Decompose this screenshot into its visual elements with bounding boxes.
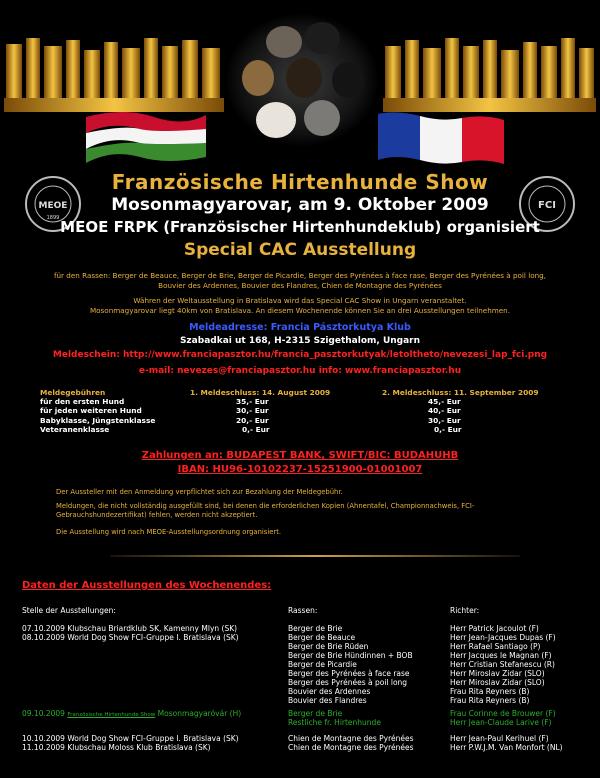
breeds-line: Bouvier des Ardennes, Bouvier des Flandres, Chien de Montagne des Pyrénées <box>158 281 442 290</box>
breed-cell: Bouvier des Flandres <box>288 696 367 705</box>
judge-cell: Herr Jean-Jacques Dupas (F) <box>450 633 556 642</box>
fees-cell: 30,- Eur <box>428 415 461 425</box>
breed-cell: Berger de Brie Hündinnen + BOB <box>288 651 413 660</box>
judge-cell: Herr Jean-Paul Kerihuel (F) <box>450 734 549 743</box>
judge-cell: Herr Jacques le Magnan (F) <box>450 651 552 660</box>
note-payment-obligation: Der Aussteller mit den Anmeldung verpflichtet sich zur Bezahlung der Meldegebühr. <box>56 488 343 496</box>
fees-cell: 35,- Eur <box>236 397 269 407</box>
judge-cell: Herr Miroslav Zidar (SLO) <box>450 669 545 678</box>
judge-cell: Herr Miroslav Zidar (SLO) <box>450 678 545 687</box>
meoe-logo-text: MEOE <box>38 201 68 211</box>
show-location-date: Mosonmagyarovar, am 9. Oktober 2009 <box>111 195 489 215</box>
judge-cell: Herr Rafael Santiago (P) <box>450 642 541 651</box>
highlight-show-link[interactable]: Französische Hirtenhunde Show <box>67 712 156 718</box>
fees-cell: 30,- Eur <box>236 406 269 416</box>
breeds-line: für den Rassen: Berger de Beauce, Berger de Brie, Berger de Picardie, Berger des Pyrénées à face rase, Berger des Pyrénées à poil long, <box>53 271 547 280</box>
registration-street: Szabadkai ut 168, H-2315 Szigethalom, Ungarn <box>179 336 421 346</box>
judge-cell: Herr Cristian Stefanescu (R) <box>450 660 555 669</box>
fees-cell: 20,- Eur <box>236 415 269 425</box>
france-flag-image <box>376 110 506 166</box>
fees-cell: für jeden weiteren Hund <box>40 406 142 416</box>
dogs-collage-image <box>224 12 380 148</box>
fees-row <box>40 397 570 406</box>
note-incomplete-entries: Meldungen, die nicht vollständig ausgefüllt sind, bei denen die erforderlichen Kopien (Ahnentafel, Championnachweis, FCI-Gebrauchshundezertifikat) fehlen, werden nicht akzeptiert. <box>56 502 475 519</box>
judge-cell: Frau Corinne de Brouwer (F) <box>450 709 556 718</box>
payment-bank-line: Zahlungen an: BUDAPEST BANK, SWIFT/BIC: BUDAHUHB <box>141 450 459 461</box>
breed-cell: Berger de Beauce <box>288 633 356 642</box>
breed-cell: Restliche fr. Hirtenhunde <box>288 718 381 727</box>
trophies-right-image <box>383 34 596 112</box>
column-header-breeds: Rassen: <box>288 606 318 615</box>
column-header-venue: Stelle der Ausstellungen: <box>22 606 116 615</box>
breed-cell: Berger de Brie <box>288 709 343 718</box>
fees-header-cell: 2. Meldeschluss: 11. September 2009 <box>382 388 539 397</box>
judge-cell: Frau Rita Reyners (B) <box>450 687 530 696</box>
fees-row <box>40 406 570 415</box>
contact-link[interactable]: e-mail: nevezes@franciapasztor.hu info: www.franciapasztor.hu <box>138 366 462 376</box>
organizer-line: MEOE FRPK (Französischer Hirtenhundeklub) organisiert <box>60 218 540 236</box>
venue-cell: 10.10.2009 World Dog Show FCI-Gruppe I. Bratislava (SK) <box>22 734 239 743</box>
fees-header-cell: Meldegebühren <box>40 388 106 397</box>
breeds-text <box>0 271 600 291</box>
fees-header-cell: 1. Meldeschluss: 14. August 2009 <box>190 388 331 397</box>
table-row-highlight <box>0 718 600 728</box>
info-text <box>0 296 600 316</box>
judge-cell: Herr Patrick Jacoulot (F) <box>450 624 539 633</box>
info-line: Mosonmagyarovar liegt 40km von Bratislava. An diesem Wochenende können Sie an drei Ausstellungen teilnehmen. <box>89 306 511 315</box>
payment-iban-line: IBAN: HU96-10102237-15251900-01001007 <box>177 464 423 475</box>
breed-cell: Chien de Montagne des Pyrénées <box>288 734 414 743</box>
fees-cell: 40,- Eur <box>428 406 461 416</box>
info-line: Währen der Weltausstellung in Bratislava wird das Special CAC Show in Ungarn veranstaltet. <box>133 296 467 305</box>
trophies-left-image <box>4 34 224 112</box>
fees-row <box>40 425 570 434</box>
venue-cell: 07.10.2009 Klubschau Briardklub SK, Kamenny Mlyn (SK) <box>22 624 238 633</box>
dates-heading: Daten der Ausstellungen des Wochenendes: <box>22 580 272 591</box>
breed-cell: Chien de Montagne des Pyrénées <box>288 743 414 752</box>
table-row <box>0 696 600 706</box>
divider <box>110 555 520 557</box>
note-regulations: Die Ausstellung wird nach MEOE-Ausstellungsordnung organisiert. <box>56 528 282 536</box>
breed-cell: Berger de Picardie <box>288 660 357 669</box>
show-type: Special CAC Ausstellung <box>183 240 417 260</box>
fees-table <box>40 388 570 434</box>
highlight-date: 09.10.2009 <box>22 709 65 718</box>
fees-cell: 45,- Eur <box>428 397 461 407</box>
fees-cell: 0,- Eur <box>242 424 270 434</box>
judge-cell: Herr Jean-Claude Larive (F) <box>450 718 552 727</box>
fees-cell: Veteranenklasse <box>40 424 110 434</box>
table-row <box>0 743 600 753</box>
fees-cell: 0,- Eur <box>434 424 462 434</box>
meoe-logo-year: 1899 <box>46 215 60 221</box>
registration-form-link[interactable]: Meldeschein: http://www.franciapasztor.hu/francia_pasztorkutyak/letoltheto/nevezesi_lap_fci.png <box>52 350 548 360</box>
breed-cell: Berger des Pyrénées à poil long <box>288 678 408 687</box>
fees-cell: Babyklasse, Jüngstenklasse <box>40 415 156 425</box>
breed-cell: Berger des Pyrénées à face rase <box>288 669 410 678</box>
venue-cell: 08.10.2009 World Dog Show FCI-Gruppe I. Bratislava (SK) <box>22 633 239 642</box>
registration-address-link[interactable]: Meldeadresse: Francia Pásztorkutya Klub <box>189 322 411 333</box>
breed-cell: Bouvier des Ardennes <box>288 687 371 696</box>
judge-cell: Herr P.W.J.M. Van Monfort (NL) <box>450 743 563 752</box>
hungary-flag-image <box>84 107 208 163</box>
venue-cell: 11.10.2009 Klubschau Moloss Klub Bratislava (SK) <box>22 743 211 752</box>
breed-cell: Berger de Brie Rüden <box>288 642 369 651</box>
fees-header-row <box>40 388 570 397</box>
highlight-place: Mosonmagyaróvár (H) <box>157 709 242 718</box>
page-title: Französische Hirtenhunde Show <box>111 170 489 194</box>
fees-row <box>40 416 570 425</box>
breed-cell: Berger de Brie <box>288 624 343 633</box>
column-header-judges: Richter: <box>450 606 480 615</box>
fees-cell: für den ersten Hund <box>40 397 125 407</box>
fci-logo-text: FCI <box>538 200 556 211</box>
judge-cell: Frau Rita Reyners (B) <box>450 696 530 705</box>
